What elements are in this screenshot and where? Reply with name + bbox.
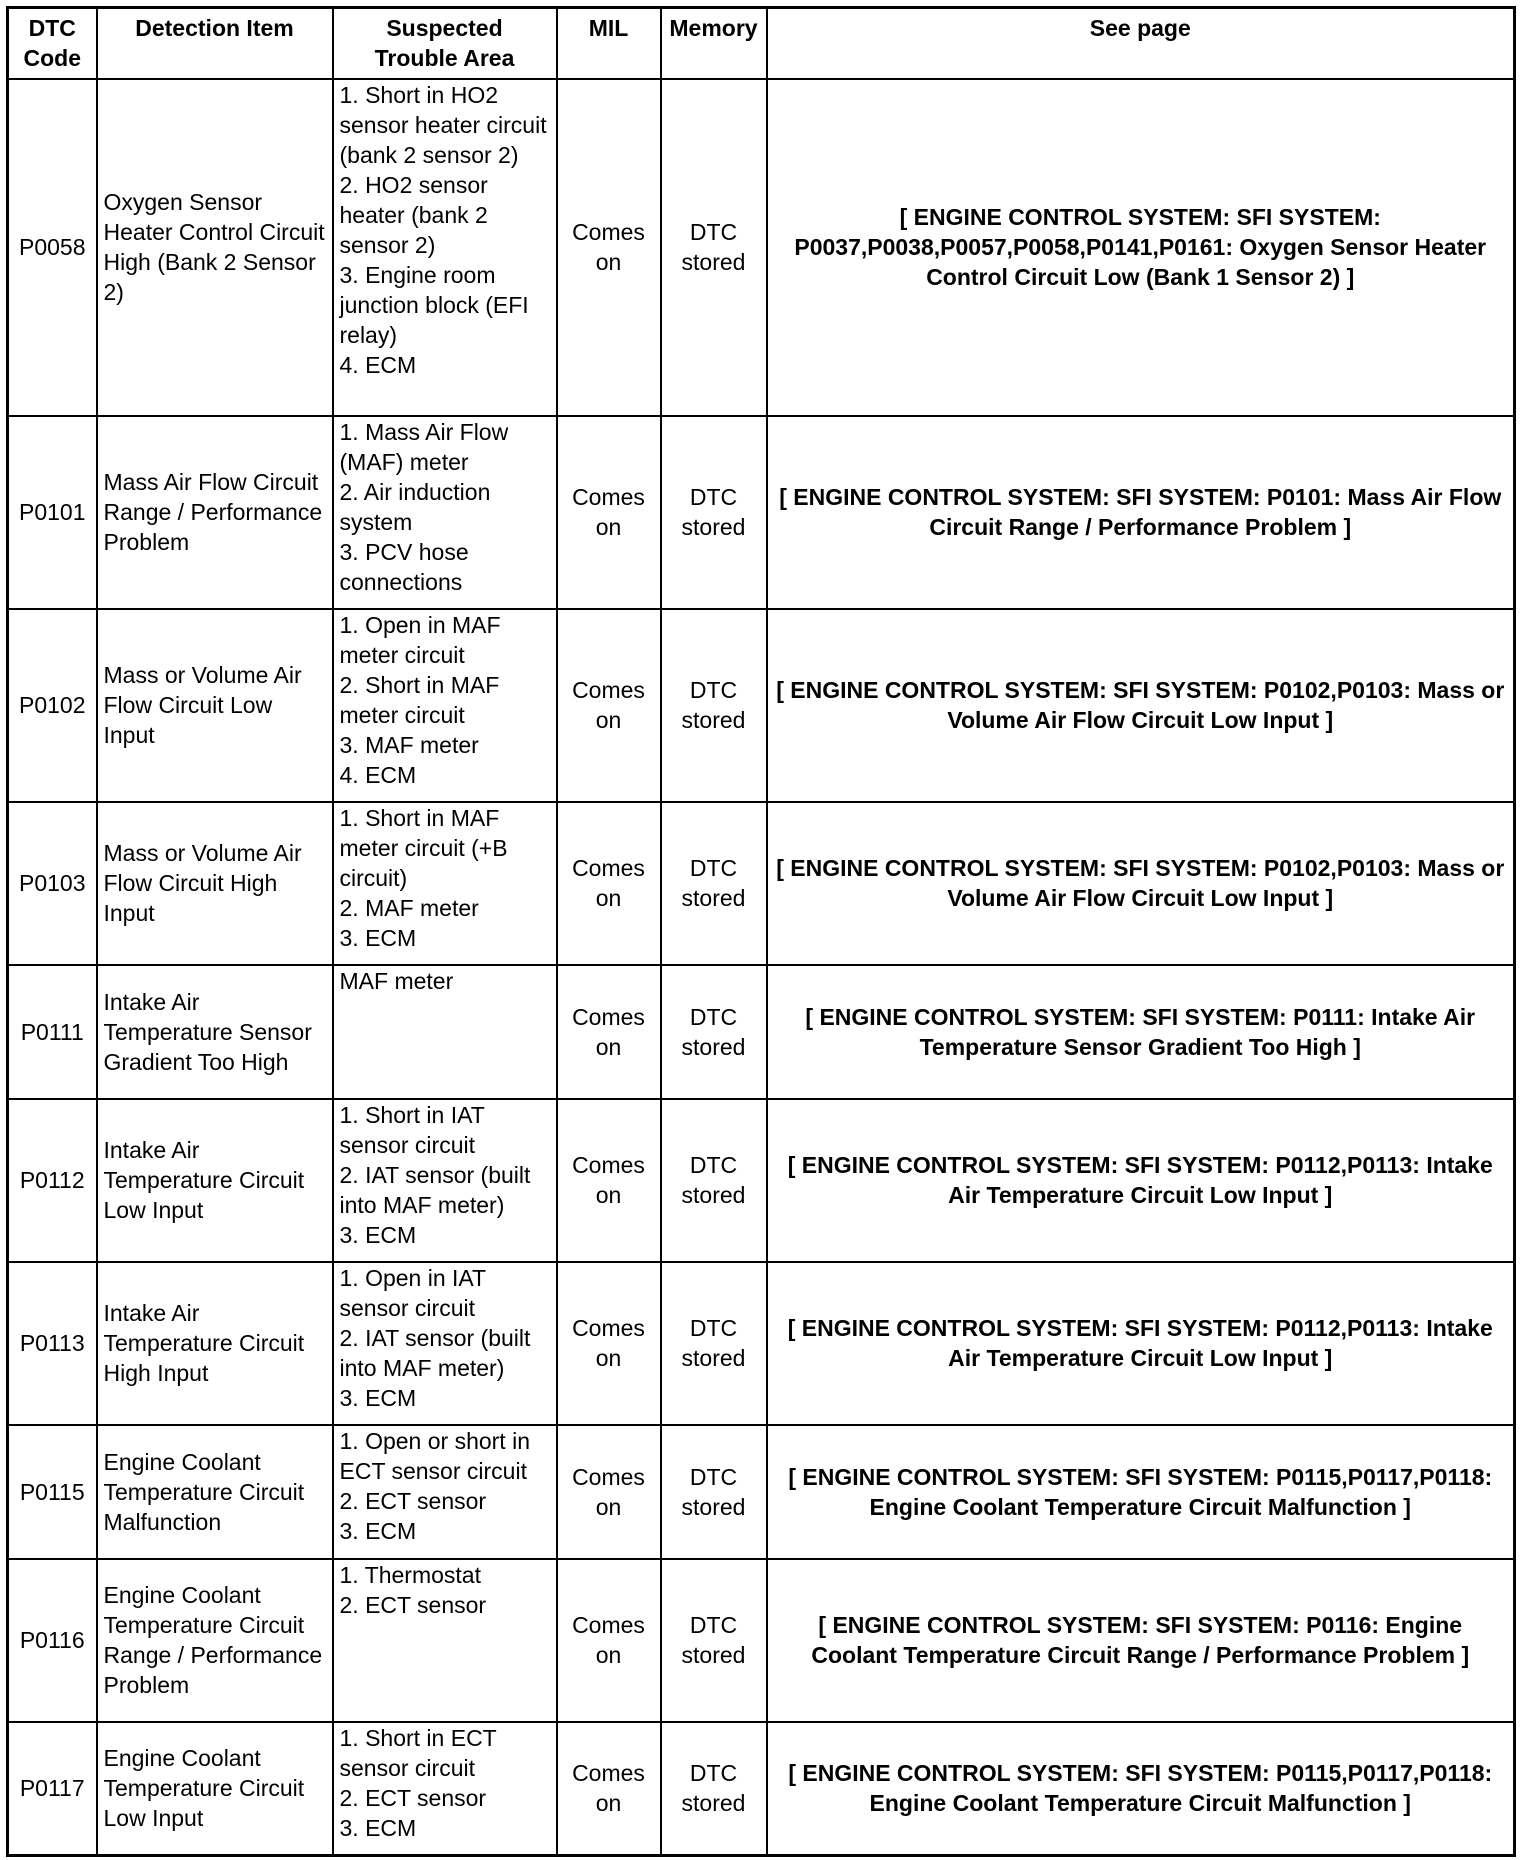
see-page-cell [767,802,1515,965]
mil-status: Comes on [557,609,661,802]
header-mil: MIL [557,8,661,79]
mil-status: Comes on [557,1425,661,1559]
detection-item: Engine Coolant Temperature Circuit Malfunction [97,1425,333,1559]
memory-status: DTC stored [661,79,767,416]
mil-status: Comes on [557,802,661,965]
table-row [8,965,1515,1099]
see-page-cell [767,1722,1515,1856]
table-row [8,1722,1515,1856]
memory-status: DTC stored [661,416,767,609]
mil-status: Comes on [557,79,661,416]
mil-status: Comes on [557,416,661,609]
dtc-code: P0111 [8,965,97,1099]
memory-status: DTC stored [661,1262,767,1425]
table-row [8,1262,1515,1425]
memory-status: DTC stored [661,1559,767,1722]
detection-item: Intake Air Temperature Sensor Gradient Too High [97,965,333,1099]
suspected-trouble-area: 1. Open or short in ECT sensor circuit 2. ECT sensor 3. ECM [333,1425,557,1559]
mil-status: Comes on [557,1559,661,1722]
see-page-cell [767,1425,1515,1559]
table-row [8,609,1515,802]
see-page-link[interactable]: [ ENGINE CONTROL SYSTEM: SFI SYSTEM: P0115,P0117,P0118: Engine Coolant Temperature Circuit Malfunction ] [788,1760,1493,1817]
mil-status: Comes on [557,1722,661,1856]
mil-status: Comes on [557,1262,661,1425]
see-page-cell [767,1099,1515,1262]
dtc-code: P0113 [8,1262,97,1425]
see-page-link[interactable]: [ ENGINE CONTROL SYSTEM: SFI SYSTEM: P0101: Mass Air Flow Circuit Range / Performance Problem ] [779,484,1502,540]
detection-item: Mass Air Flow Circuit Range / Performance Problem [97,416,333,609]
dtc-code: P0101 [8,416,97,609]
dtc-code: P0102 [8,609,97,802]
memory-status: DTC stored [661,1425,767,1559]
header-detection-item: Detection Item [97,8,333,79]
header-row [8,8,1515,79]
mil-status: Comes on [557,965,661,1099]
table-row [8,79,1515,416]
dtc-code: P0117 [8,1722,97,1856]
detection-item: Mass or Volume Air Flow Circuit High Input [97,802,333,965]
table-row [8,1425,1515,1559]
memory-status: DTC stored [661,802,767,965]
see-page-link[interactable]: [ ENGINE CONTROL SYSTEM: SFI SYSTEM: P0112,P0113: Intake Air Temperature Circuit Low Input ] [787,1152,1493,1208]
see-page-cell [767,1262,1515,1425]
header-memory: Memory [661,8,767,79]
see-page-cell [767,1559,1515,1722]
memory-status: DTC stored [661,1722,767,1856]
detection-item: Intake Air Temperature Circuit High Input [97,1262,333,1425]
dtc-code: P0116 [8,1559,97,1722]
memory-status: DTC stored [661,1099,767,1262]
dtc-code: P0115 [8,1425,97,1559]
header-see-page: See page [767,8,1515,79]
dtc-code: P0112 [8,1099,97,1262]
suspected-trouble-area: 1. Open in MAF meter circuit 2. Short in MAF meter circuit 3. MAF meter 4. ECM [333,609,557,802]
suspected-trouble-area: 1. Open in IAT sensor circuit 2. IAT sensor (built into MAF meter) 3. ECM [333,1262,557,1425]
dtc-code: P0103 [8,802,97,965]
header-dtc-code: DTC Code [8,8,97,79]
memory-status: DTC stored [661,609,767,802]
see-page-link[interactable]: [ ENGINE CONTROL SYSTEM: SFI SYSTEM: P0037,P0038,P0057,P0058,P0141,P0161: Oxygen Sensor Heater Control Circuit Low (Bank 1 Sensor 2) ] [794,204,1487,290]
detection-item: Mass or Volume Air Flow Circuit Low Input [97,609,333,802]
table-row [8,1099,1515,1262]
see-page-cell [767,416,1515,609]
see-page-link[interactable]: [ ENGINE CONTROL SYSTEM: SFI SYSTEM: P0116: Engine Coolant Temperature Circuit Range / Performance Problem ] [811,1612,1470,1668]
dtc-code: P0058 [8,79,97,416]
suspected-trouble-area: 1. Short in IAT sensor circuit 2. IAT sensor (built into MAF meter) 3. ECM [333,1099,557,1262]
see-page-link[interactable]: [ ENGINE CONTROL SYSTEM: SFI SYSTEM: P0102,P0103: Mass or Volume Air Flow Circuit Low Input ] [776,677,1505,733]
see-page-cell [767,965,1515,1099]
detection-item: Oxygen Sensor Heater Control Circuit High (Bank 2 Sensor 2) [97,79,333,416]
header-suspected-trouble-area: Suspected Trouble Area [333,8,557,79]
suspected-trouble-area: MAF meter [333,965,557,1099]
table-row [8,802,1515,965]
see-page-cell [767,609,1515,802]
dtc-table [6,6,1516,1857]
suspected-trouble-area: 1. Short in MAF meter circuit (+B circuit) 2. MAF meter 3. ECM [333,802,557,965]
table-row [8,416,1515,609]
memory-status: DTC stored [661,965,767,1099]
suspected-trouble-area: 1. Mass Air Flow (MAF) meter 2. Air induction system 3. PCV hose connections [333,416,557,609]
mil-status: Comes on [557,1099,661,1262]
see-page-link[interactable]: [ ENGINE CONTROL SYSTEM: SFI SYSTEM: P0112,P0113: Intake Air Temperature Circuit Low Input ] [787,1315,1493,1371]
suspected-trouble-area: 1. Thermostat 2. ECT sensor [333,1559,557,1722]
table-row [8,1559,1515,1722]
detection-item: Engine Coolant Temperature Circuit Range / Performance Problem [97,1559,333,1722]
suspected-trouble-area: 1. Short in ECT sensor circuit 2. ECT sensor 3. ECM [333,1722,557,1856]
detection-item: Intake Air Temperature Circuit Low Input [97,1099,333,1262]
detection-item: Engine Coolant Temperature Circuit Low Input [97,1722,333,1856]
suspected-trouble-area: 1. Short in HO2 sensor heater circuit (bank 2 sensor 2) 2. HO2 sensor heater (bank 2 sensor 2) 3. Engine room junction block (EFI relay) 4. ECM [333,79,557,416]
see-page-link[interactable]: [ ENGINE CONTROL SYSTEM: SFI SYSTEM: P0102,P0103: Mass or Volume Air Flow Circuit Low Input ] [776,855,1505,911]
see-page-cell [767,79,1515,416]
see-page-link[interactable]: [ ENGINE CONTROL SYSTEM: SFI SYSTEM: P0111: Intake Air Temperature Sensor Gradient Too High ] [805,1003,1476,1060]
see-page-link[interactable]: [ ENGINE CONTROL SYSTEM: SFI SYSTEM: P0115,P0117,P0118: Engine Coolant Temperature Circuit Malfunction ] [788,1463,1493,1520]
